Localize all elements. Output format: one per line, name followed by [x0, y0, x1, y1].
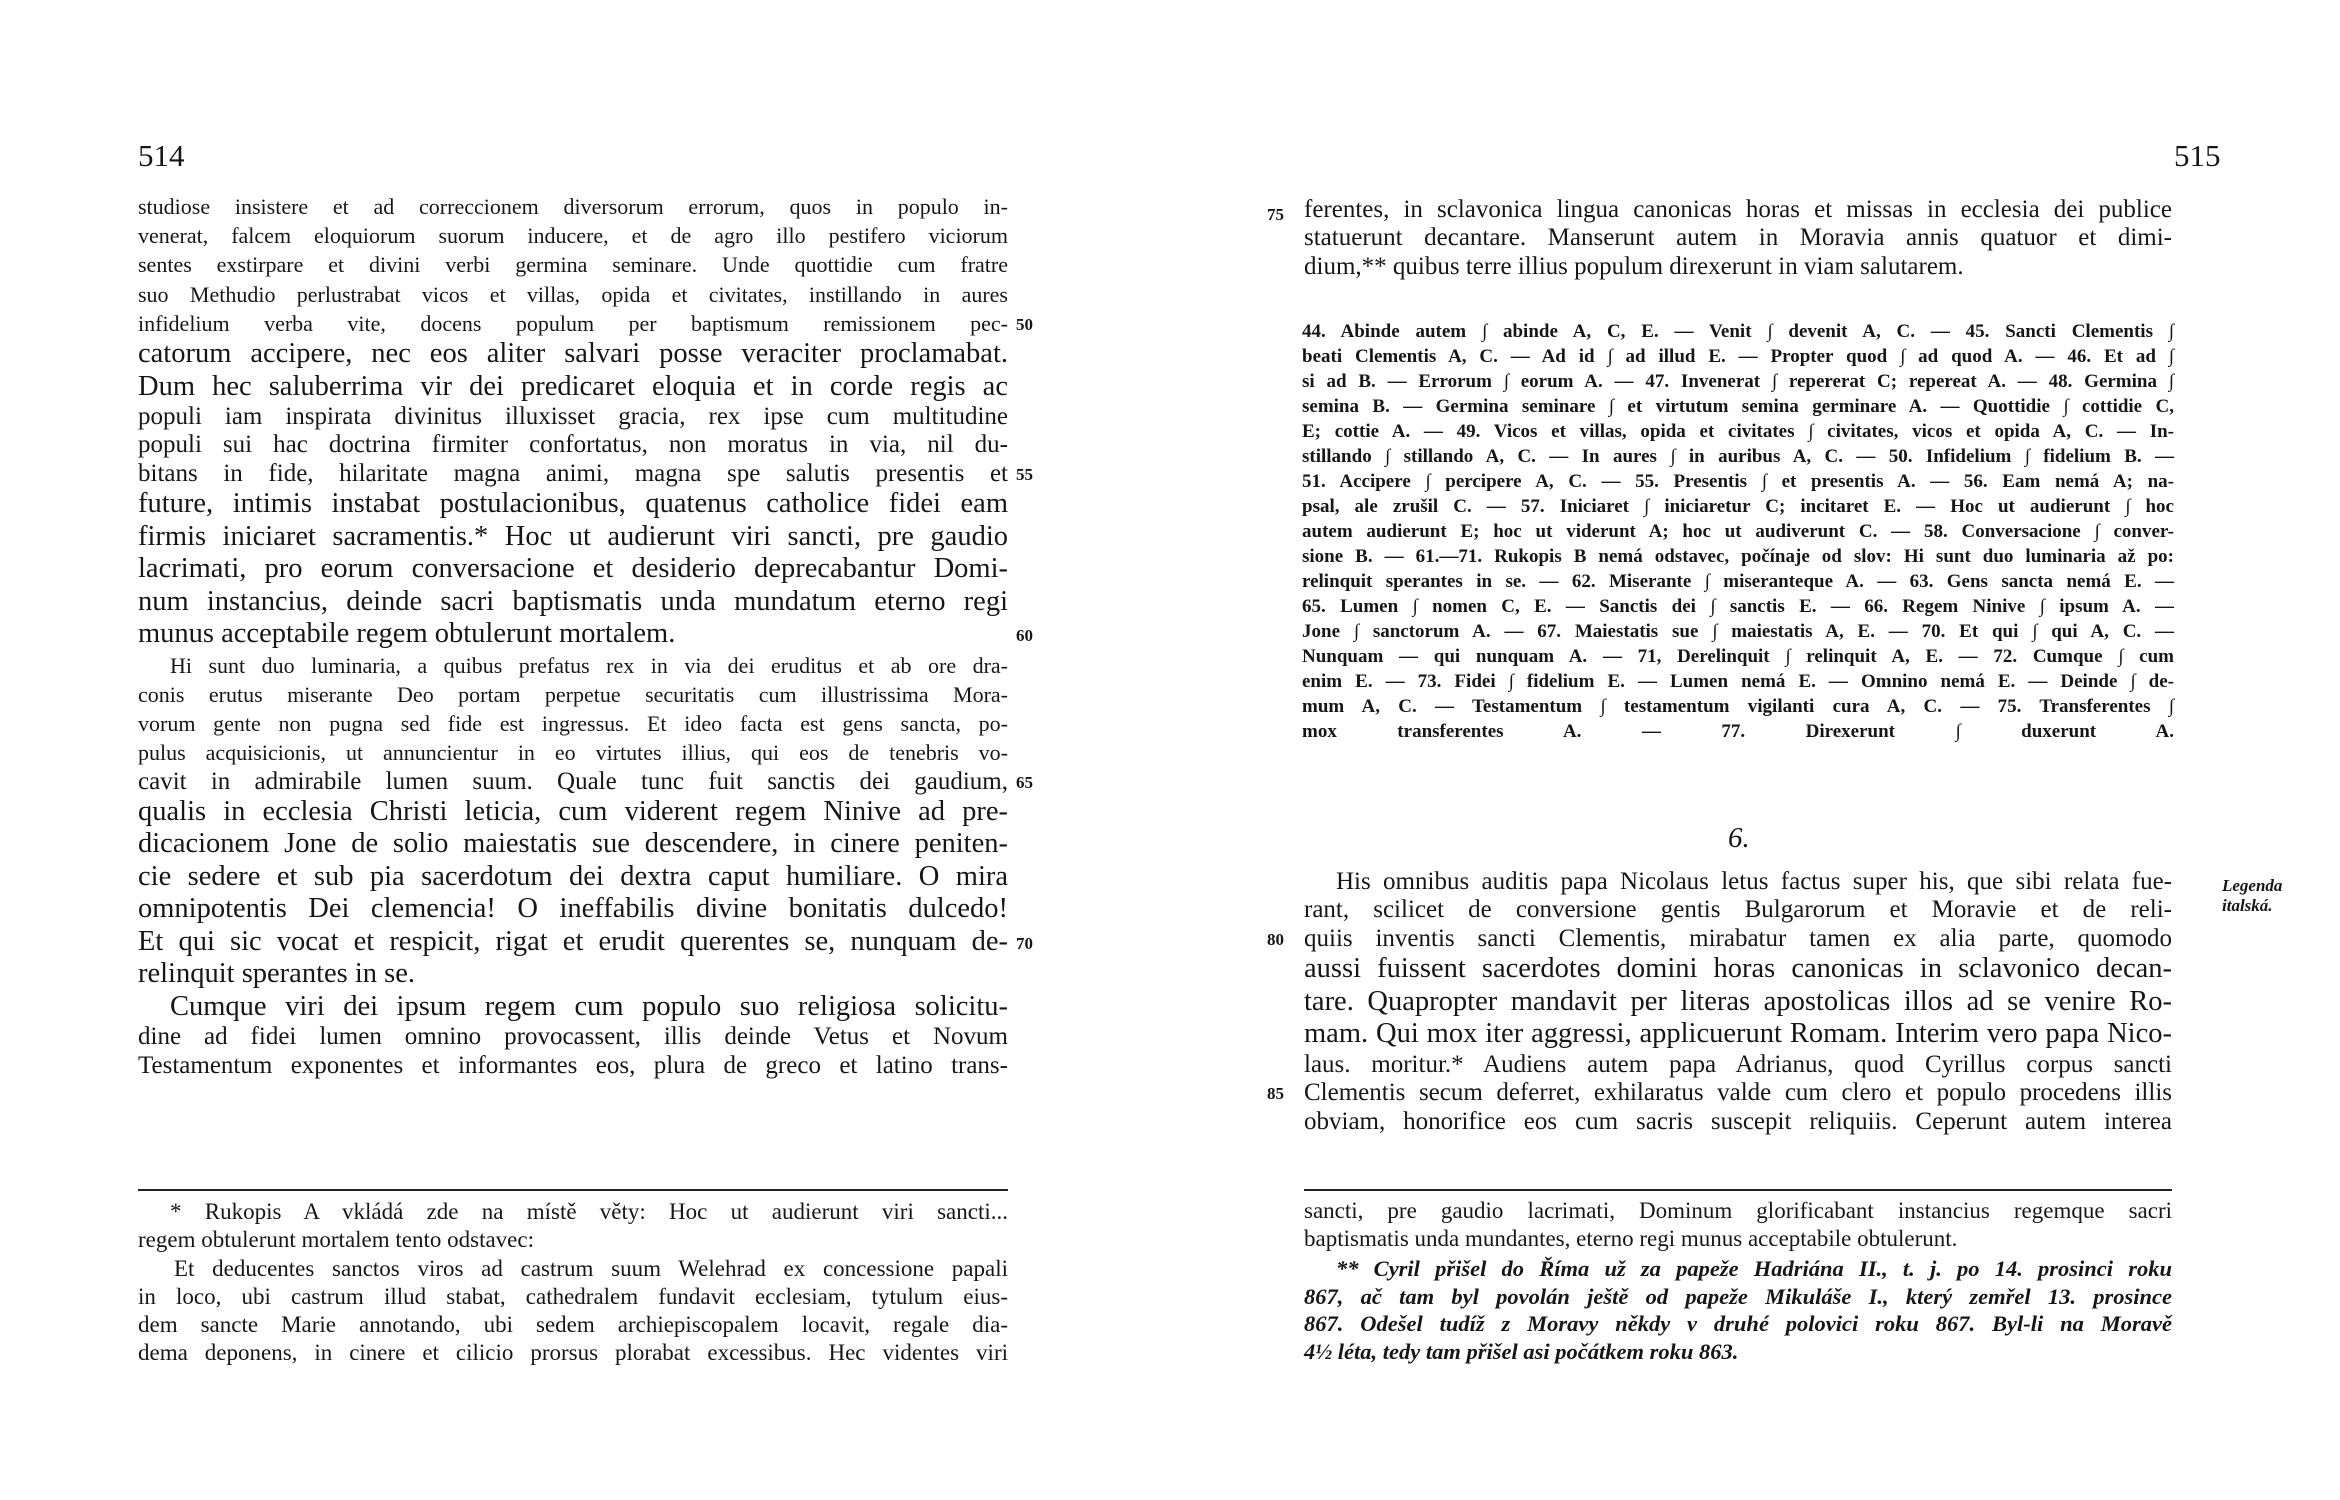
footnote-rule-left [138, 1189, 1008, 1191]
footnote-line: dem sancte Marie annotando, ubi sedem archiepiscopalem locavit, regale dia- [138, 1312, 1008, 1338]
apparatus-line: mox transferentes A. — 77. Direxerunt ∫ duxerunt A. [1302, 721, 2174, 742]
footnote-line: sancti, pre gaudio lacrimati, Dominum glorificabant instancius regemque sacri [1304, 1198, 2172, 1223]
apparatus-line: beati Clementis A, C. — Ad id ∫ ad illud E. — Propter quod ∫ ad quod A. — 46. Et ad ∫ [1302, 346, 2174, 367]
text-line: Clementis secum deferret, exhilaratus valde cum clero et populo procedens illis [1304, 1079, 2172, 1107]
page-number-right: 515 [2174, 138, 2221, 173]
text-line: dine ad fidei lumen omnino provocassent, illis deinde Vetus et Novum [138, 1023, 1008, 1051]
footnote-line: Et deducentes sanctos viros ad castrum suum Welehrad ex concessione papali [174, 1255, 1008, 1281]
footnote-line: ** Cyril přišel do Říma už za papeže Hadriána II., t. j. po 14. prosinci roku [1336, 1256, 2172, 1281]
margin-label [2222, 876, 2282, 916]
apparatus-line: enim E. — 73. Fidei ∫ fidelium E. — Lumen nemá E. — Omnino nemá E. — Deinde ∫ de- [1302, 671, 2174, 692]
text-line: cie sedere et sub pia sacerdotum dei dextra caput humiliare. O mira [138, 860, 1008, 892]
section-6-text [1304, 868, 2172, 1136]
line-number: 65 [1016, 773, 1033, 792]
right-footnote-italic [1304, 1255, 2172, 1365]
text-line: dicacionem Jone de solio maiestatis sue descendere, in cinere peniten- [138, 828, 1008, 860]
right-footnote [1304, 1197, 2172, 1254]
apparatus-line: stillando ∫ stillando A, C. — In aures ∫ in auribus A, C. — 50. Infidelium ∫ fidelium B. — [1302, 446, 2174, 467]
text-line: sentes exstirpare et divini verbi germina seminare. Unde quottidie cum fratre [138, 252, 1008, 278]
apparatus-line: mum A, C. — Testamentum ∫ testamentum vigilanti cura A, C. — 75. Transferentes ∫ [1302, 696, 2174, 717]
line-number: 85 [1267, 1084, 1284, 1103]
left-footnote [138, 1198, 1008, 1368]
apparatus-line: sione B. — 61.—71. Rukopis B nemá odstavec, počínaje od slov: Hi sunt duo luminaria až po: [1302, 546, 2174, 567]
text-line: relinquit sperantes in se. [138, 958, 416, 990]
text-line: suo Methudio perlustrabat vicos et villas, opida et civitates, instillando in aures [138, 281, 1008, 307]
text-line: num instancius, deinde sacri baptismatis unda mundatum eterno regi [138, 585, 1008, 617]
footnote-line: 4½ léta, tedy tam přišel asi počátkem roku 863. [1304, 1338, 1739, 1364]
text-line: Et qui sic vocat et respicit, rigat et erudit querentes se, nunquam de- [138, 925, 1008, 957]
footnote-line: * Rukopis A vkládá zde na místě věty: Hoc ut audierunt viri sancti... [170, 1199, 1008, 1224]
line-number: 70 [1016, 933, 1033, 953]
apparatus-line: E; cottie A. — 49. Vicos et villas, opida et civitates ∫ civitates, vicos et opida A, C. — In- [1302, 421, 2174, 442]
apparatus-line: 44. Abinde autem ∫ abinde A, C, E. — Venit ∫ devenit A, C. — 45. Sancti Clementis ∫ [1302, 321, 2174, 342]
margin-label-line: Legenda [2222, 876, 2283, 895]
text-line: laus. moritur.* Audiens autem papa Adrianus, quod Cyrillus corpus sancti [1304, 1050, 2172, 1078]
footnote-rule-right [1304, 1189, 2172, 1191]
apparatus-line: 65. Lumen ∫ nomen C, E. — Sanctis dei ∫ sanctis E. — 66. Regem Ninive ∫ ipsum A. — [1302, 596, 2174, 617]
text-line: Dum hec saluberrima vir dei predicaret eloquia et in corde regis ac [138, 370, 1008, 402]
text-line: omnipotentis Dei clemencia! O ineffabilis divine bonitatis dulcedo! [138, 893, 1008, 925]
text-line: venerat, falcem eloquiorum suorum inducere, et de agro illo pestifero viciorum [138, 223, 1008, 249]
footnote-line: regem obtulerunt mortalem tento odstavec: [138, 1227, 534, 1253]
footnote-line: 867. Odešel tudíž z Moravy někdy v druhé polovici roku 867. Byl-li na Moravě [1304, 1311, 2172, 1336]
line-number: 50 [1016, 314, 1033, 334]
text-line: aussi fuissent sacerdotes domini horas canonicas in sclavonico decan- [1304, 953, 2172, 985]
footnote-line: dema deponens, in cinere et cilicio prorsus plorabat excessibus. Hec videntes viri [138, 1340, 1008, 1366]
text-line: Hi sunt duo luminaria, a quibus prefatus rex in via dei eruditus et ab ore dra- [170, 652, 1008, 678]
text-line: dium,** quibus terre illius populum direxerunt in viam salutarem. [1304, 252, 1964, 280]
apparatus-line: 51. Accipere ∫ percipere A, C. — 55. Presentis ∫ et presentis A. — 56. Eam nemá A; na- [1302, 471, 2174, 492]
text-line: pulus acquisicionis, ut annuncientur in eo virtutes illius, qui eos de tenebris vo- [138, 740, 1008, 766]
apparatus-line: psal, ale zrušil C. — 57. Iniciaret ∫ iniciaretur C; incitaret E. — Hoc ut audierunt ∫ hoc [1302, 496, 2174, 517]
text-line: quiis inventis sancti Clementis, mirabatur tamen ex alia parte, quomodo [1304, 924, 2172, 952]
text-line: obviam, honorifice eos cum sacris suscepit reliquiis. Ceperunt autem interea [1304, 1107, 2172, 1135]
footnote-line: in loco, ubi castrum illud stabat, cathedralem fundavit ecclesiam, tytulum eius- [138, 1283, 1008, 1309]
line-number-75: 75 [1267, 205, 1284, 224]
text-line: vorum gente non pugna sed fide est ingressus. Et ideo facta est gens sancta, po- [138, 711, 1008, 737]
line-number: 80 [1267, 930, 1284, 949]
critical-apparatus [1302, 319, 2174, 744]
right-body-top [1304, 196, 2172, 281]
text-line: catorum accipere, nec eos aliter salvari posse veraciter proclamabat. [138, 338, 1008, 370]
apparatus-line: semina B. — Germina seminare ∫ et virtutum semina germinare A. — Quottidie ∫ cottidie C, [1302, 396, 2174, 417]
text-line: studiose insistere et ad correccionem diversorum errorum, quos in populo in- [138, 194, 1008, 219]
right-page [1170, 0, 2340, 1500]
line-number: 60 [1016, 625, 1033, 645]
text-line: statuerunt decantare. Manserunt autem in Moravia annis quatuor et dimi- [1304, 224, 2172, 252]
apparatus-line: autem audierunt E; hoc ut viderunt A; hoc ut audiverunt C. — 58. Conversacione ∫ conver- [1302, 521, 2174, 542]
footnote-line: baptismatis unda mundantes, eterno regi munus acceptabile obtulerunt. [1304, 1226, 1958, 1252]
margin-label-line: italská. [2222, 896, 2273, 915]
apparatus-line: Jone ∫ sanctorum A. — 67. Maiestatis sue ∫ maiestatis A, E. — 70. Et qui ∫ qui A, C. — [1302, 621, 2174, 642]
text-line: His omnibus auditis papa Nicolaus letus factus super his, que sibi relata fue- [1336, 868, 2172, 895]
apparatus-line: Nunquam — qui nunquam A. — 71, Derelinquit ∫ relinquit A, E. — 72. Cumque ∫ cum [1302, 646, 2174, 667]
text-line: populi iam inspirata divinitus illuxisset gracia, rex ipse cum multitudine [138, 403, 1008, 431]
footnote-line: 867, ač tam byl povolán ještě od papeže Mikuláše I., který zemřel 13. prosince [1304, 1283, 2172, 1309]
text-line: bitans in fide, hilaritate magna animi, magna spe salutis presentis et [138, 459, 1008, 487]
line-number: 55 [1016, 465, 1033, 484]
text-line: lacrimati, pro eorum conversacione et desiderio deprecabantur Domi- [138, 553, 1008, 585]
text-line: cavit in admirabile lumen suum. Quale tunc fuit sanctis dei gaudium, [138, 767, 1008, 795]
left-body-text [138, 192, 1008, 1080]
apparatus-line: relinquit sperantes in se. — 62. Miserante ∫ miseranteque A. — 63. Gens sancta nemá E. — [1302, 571, 2174, 592]
section-number: 6. [1728, 822, 1750, 854]
text-line: Cumque viri dei ipsum regem cum populo suo religiosa solicitu- [170, 990, 1008, 1022]
text-line: rant, scilicet de conversione gentis Bulgarorum et Moravie et de reli- [1304, 896, 2172, 924]
text-line: infidelium verba vite, docens populum per baptismum remissionem pec- [138, 310, 1008, 336]
page-number-left: 514 [138, 138, 185, 173]
text-line: conis erutus miserante Deo portam perpetue securitatis cum illustrissima Mora- [138, 681, 1008, 707]
text-line: ferentes, in sclavonica lingua canonicas horas et missas in ecclesia dei publice [1304, 196, 2172, 223]
text-line: mam. Qui mox iter aggressi, applicuerunt Romam. Interim vero papa Nico- [1304, 1018, 2172, 1050]
text-line: future, intimis instabat postulacionibus, quatenus catholice fidei eam [138, 488, 1008, 520]
text-line: Testamentum exponentes et informantes eos, plura de greco et latino trans- [138, 1051, 1008, 1079]
text-line: munus acceptabile regem obtulerunt mortalem. [138, 618, 676, 650]
apparatus-line: si ad B. — Errorum ∫ eorum A. — 47. Invenerat ∫ repererat C; repereat A. — 48. Germina ∫ [1302, 371, 2174, 392]
text-line: qualis in ecclesia Christi leticia, cum viderent regem Ninive ad pre- [138, 795, 1008, 827]
text-line: tare. Quapropter mandavit per literas apostolicas illos ad se venire Ro- [1304, 985, 2172, 1017]
text-line: populi sui hac doctrina firmiter confortatus, non moratus in via, nil du- [138, 431, 1008, 459]
text-line: firmis iniciaret sacramentis.* Hoc ut audierunt viri sancti, pre gaudio [138, 520, 1008, 552]
